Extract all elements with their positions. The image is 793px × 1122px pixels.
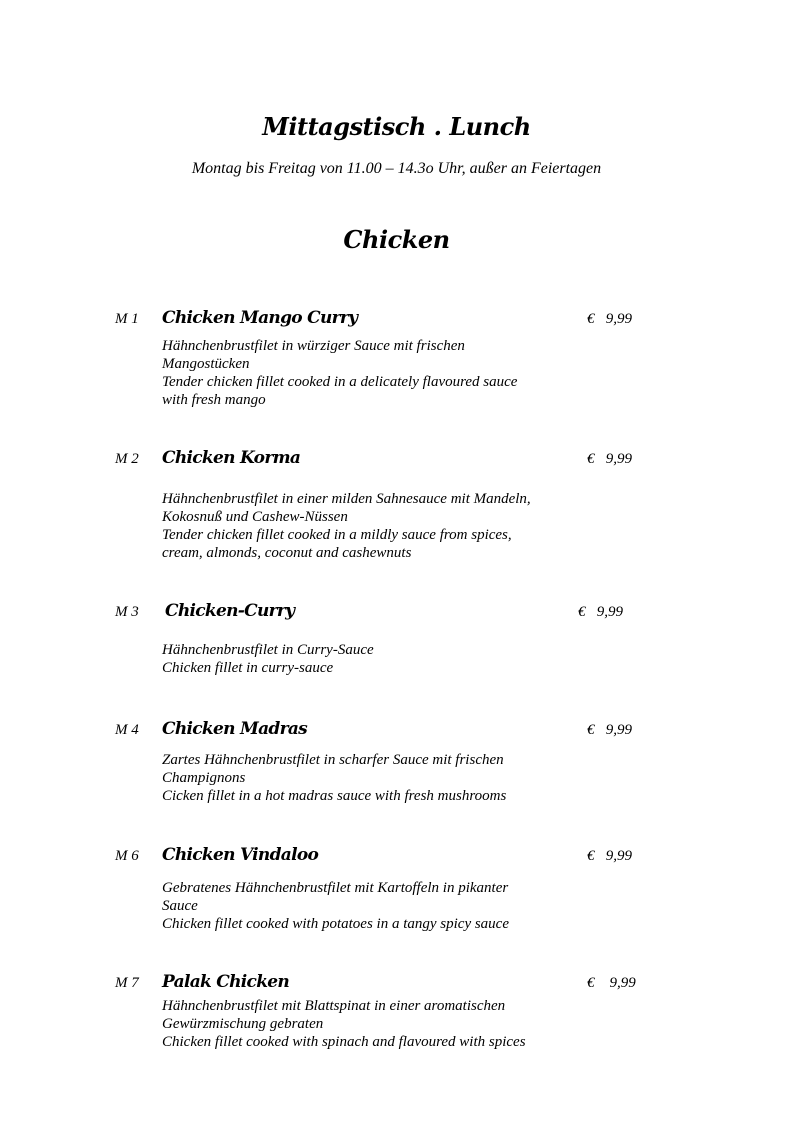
description-german-line: Sauce — [162, 898, 198, 914]
item-name: Chicken-Curry — [165, 601, 295, 621]
description-german-line: Hähnchenbrustfilet in einer milden Sahnesauce mit Mandeln, — [162, 491, 531, 507]
description-english-line: Tender chicken fillet cooked in a mildly sauce from spices, — [162, 527, 512, 543]
item-name: Chicken Madras — [162, 719, 308, 739]
description-english-line: Tender chicken fillet cooked in a delicately flavoured sauce — [162, 374, 518, 390]
menu-item — [0, 845, 793, 948]
item-code: M 7 — [115, 975, 139, 991]
menu-item — [0, 308, 793, 411]
description-german-line: Zartes Hähnchenbrustfilet in scharfer Sauce mit frischen — [162, 752, 504, 768]
item-price: € 9,99 — [587, 848, 632, 864]
item-description — [162, 751, 542, 805]
item-name: Palak Chicken — [162, 972, 290, 992]
description-english-line: Chicken fillet cooked with potatoes in a tangy spicy sauce — [162, 916, 509, 932]
description-german-line: Hähnchenbrustfilet mit Blattspinat in einer aromatischen — [162, 998, 506, 1014]
description-english-line: Cicken fillet in a hot madras sauce with fresh mushrooms — [162, 788, 507, 804]
item-description — [162, 879, 542, 933]
item-name: Chicken Mango Curry — [162, 308, 358, 328]
description-german-line: Hähnchenbrustfilet in Curry-Sauce — [162, 642, 374, 658]
menu-item — [0, 448, 793, 561]
item-price: € 9,99 — [587, 311, 632, 327]
page-title: Mittagstisch . Lunch — [262, 112, 531, 141]
item-price: € 9,99 — [587, 722, 632, 738]
description-english-line: with fresh mango — [162, 392, 266, 408]
description-german-line: Gewürzmischung gebraten — [162, 1016, 324, 1032]
menu-item — [0, 601, 793, 704]
item-description — [162, 997, 542, 1051]
item-price: € 9,99 — [587, 975, 636, 991]
item-description — [162, 490, 542, 562]
description-english-line: Chicken fillet in curry-sauce — [162, 660, 334, 676]
item-description — [162, 641, 542, 677]
description-german-line: Gebratenes Hähnchenbrustfilet mit Kartoffeln in pikanter — [162, 880, 509, 896]
description-english-line: Chicken fillet cooked with spinach and flavoured with spices — [162, 1034, 526, 1050]
description-german-line: Mangostücken — [162, 356, 250, 372]
opening-hours: Montag bis Freitag von 11.00 – 14.3o Uhr, außer an Feiertagen — [191, 160, 602, 177]
section-title: Chicken — [343, 225, 450, 254]
menu-item — [0, 972, 793, 1075]
menu-item — [0, 719, 793, 822]
item-price: € 9,99 — [578, 604, 623, 620]
item-description — [162, 337, 542, 409]
description-english-line: cream, almonds, coconut and cashewnuts — [162, 545, 412, 561]
item-name: Chicken Vindaloo — [162, 845, 319, 865]
item-code: M 6 — [115, 848, 139, 864]
item-code: M 2 — [115, 451, 139, 467]
item-code: M 1 — [115, 311, 139, 327]
item-price: € 9,99 — [587, 451, 632, 467]
description-german-line: Kokosnuß und Cashew-Nüssen — [162, 509, 348, 525]
description-german-line: Champignons — [162, 770, 246, 786]
item-name: Chicken Korma — [162, 448, 301, 468]
item-code: M 3 — [115, 604, 139, 620]
description-german-line: Hähnchenbrustfilet in würziger Sauce mit frischen — [162, 338, 465, 354]
item-code: M 4 — [115, 722, 139, 738]
